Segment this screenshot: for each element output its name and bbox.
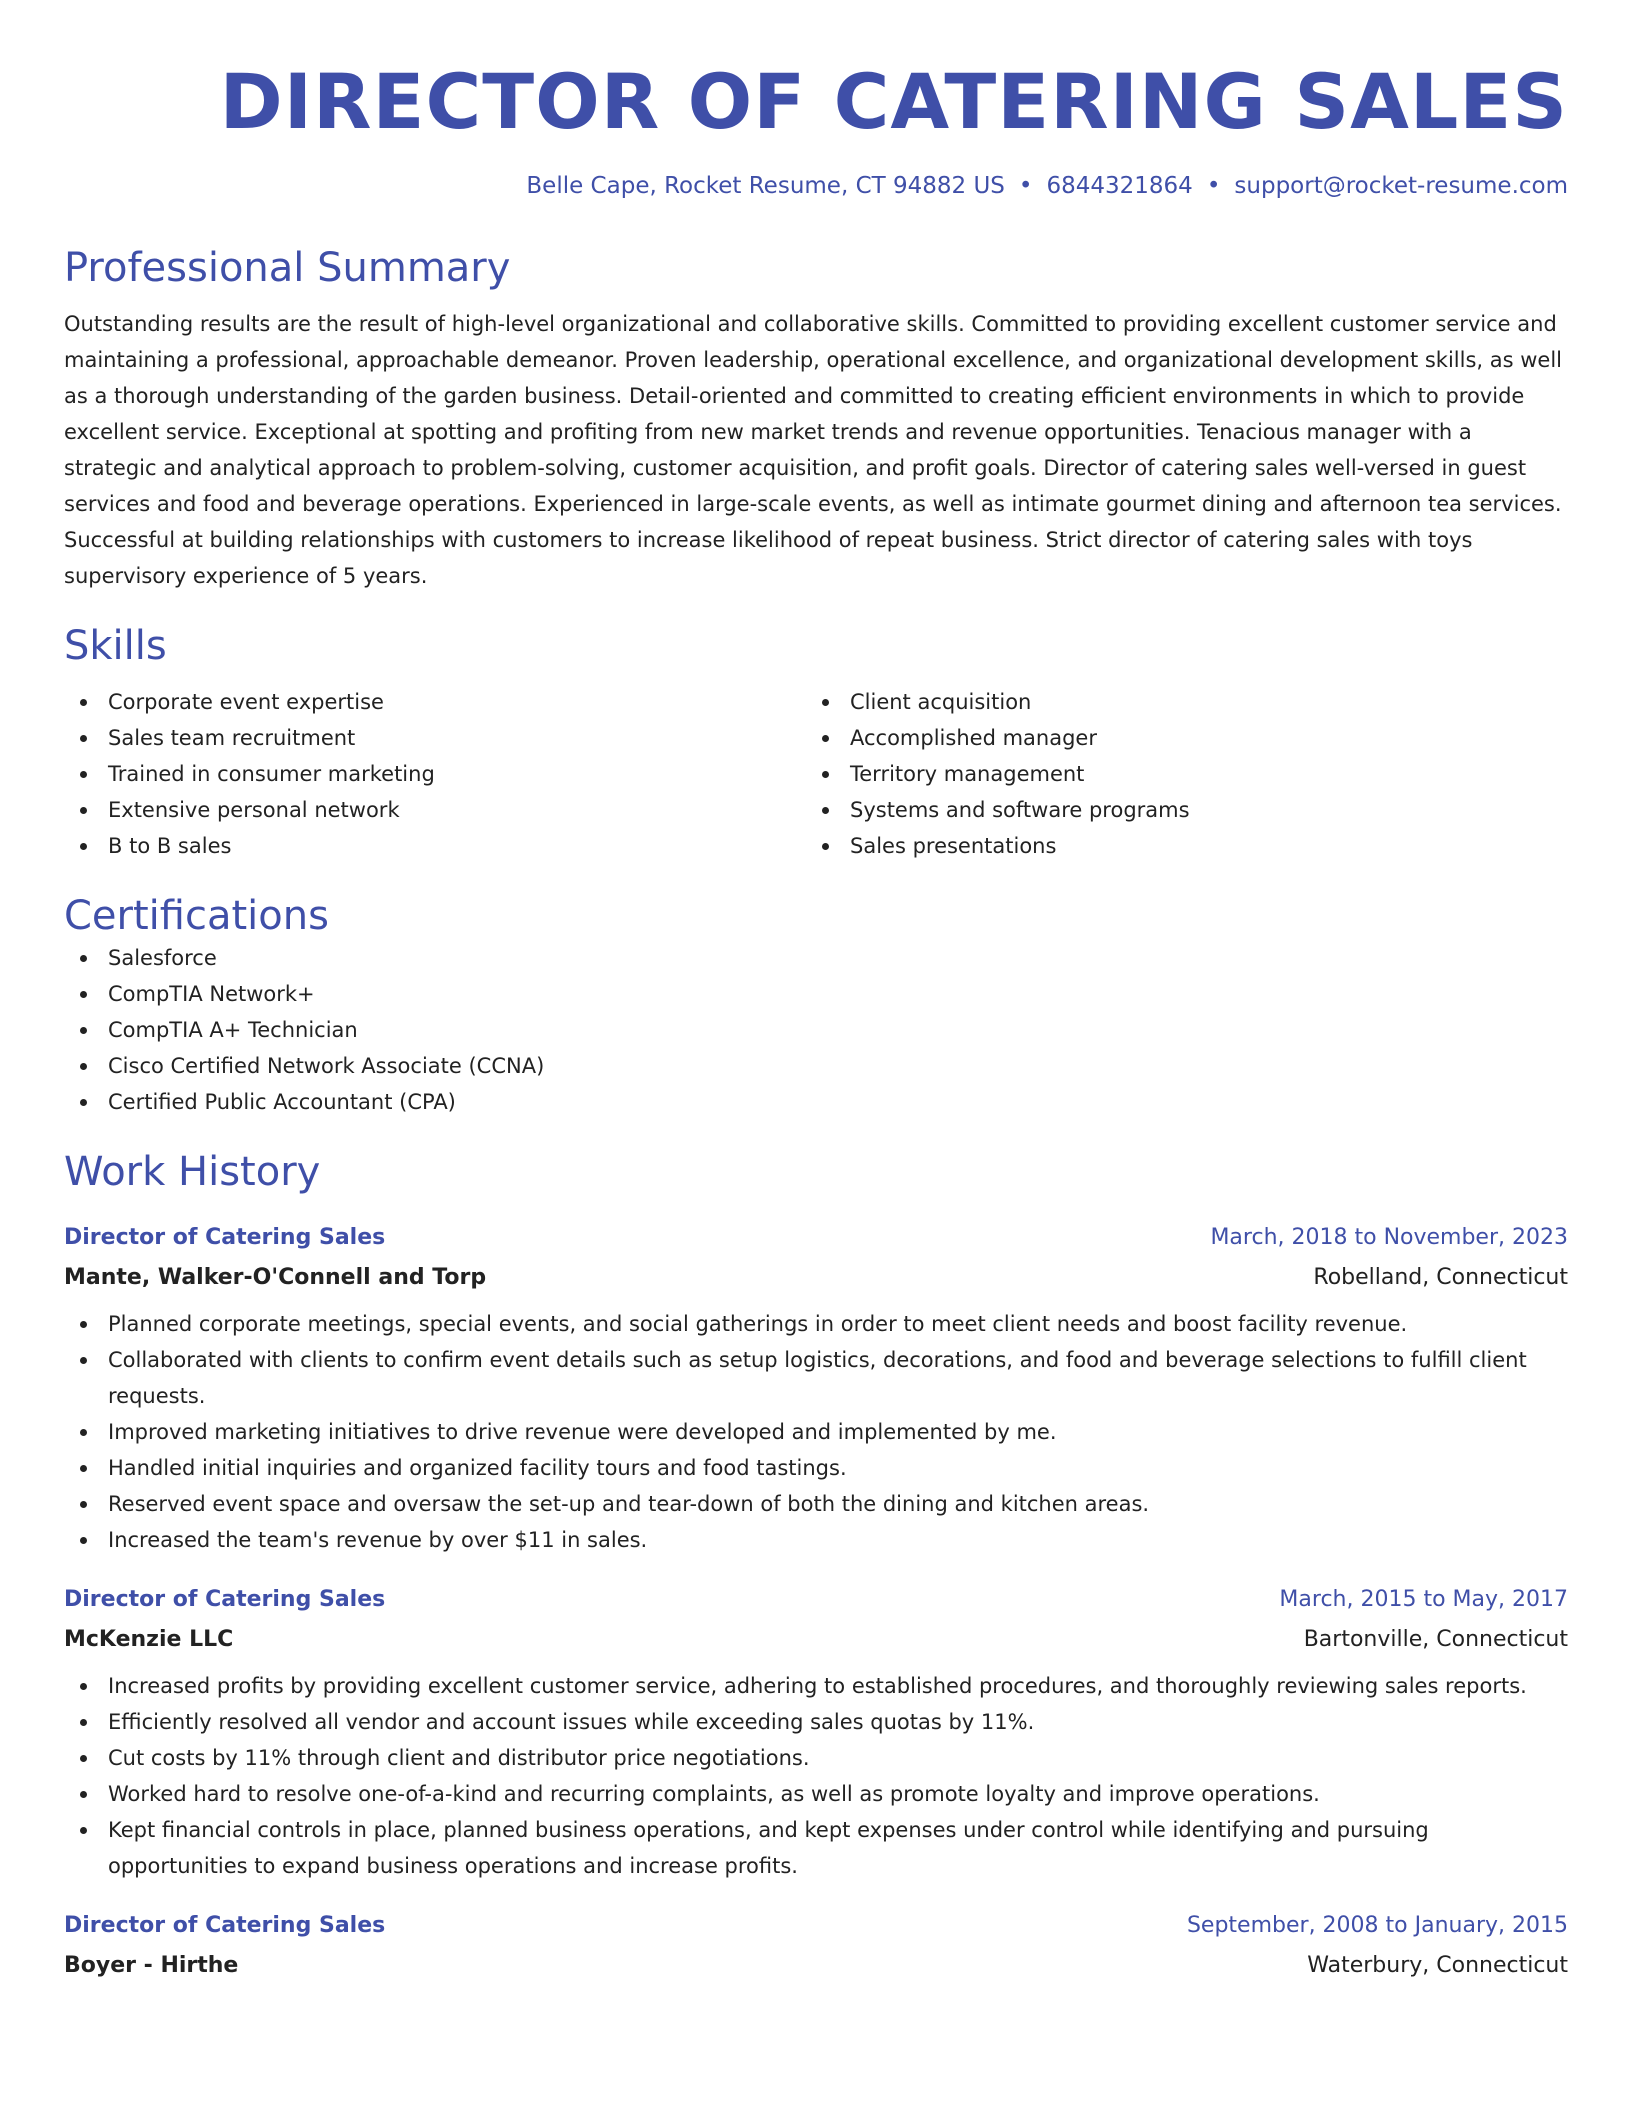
job-bullet: Handled initial inquiries and organized facility tours and food tastings. bbox=[64, 1450, 1568, 1486]
skills-list-right bbox=[806, 684, 1548, 864]
job-bullet: Planned corporate meetings, special events, and social gatherings in order to meet client needs and boost facility revenue. bbox=[64, 1306, 1568, 1342]
job-bullets bbox=[64, 1306, 1568, 1558]
skills-grid bbox=[64, 684, 1568, 864]
summary-heading: Professional Summary bbox=[64, 245, 511, 291]
job-bullet: Worked hard to resolve one-of-a-kind and recurring complaints, as well as promote loyalty and improve operations. bbox=[64, 1776, 1568, 1812]
job-bullet: Efficiently resolved all vendor and account issues while exceeding sales quotas by 11%. bbox=[64, 1704, 1568, 1740]
job-company-row bbox=[64, 1620, 1568, 1660]
skill-item: Client acquisition bbox=[806, 684, 1548, 720]
job-bullet: Increased profits by providing excellent customer service, adhering to established procedures, and thoroughly reviewing sales reports. bbox=[64, 1668, 1568, 1704]
job-bullet: Reserved event space and oversaw the set-up and tear-down of both the dining and kitchen areas. bbox=[64, 1486, 1568, 1522]
skill-item: Sales team recruitment bbox=[64, 720, 806, 756]
contact-line bbox=[64, 170, 1568, 202]
job-header-row bbox=[64, 1218, 1568, 1258]
job-company: Mante, Walker-O'Connell and Torp bbox=[64, 1265, 487, 1290]
job-header-row bbox=[64, 1580, 1568, 1620]
skill-item: Extensive personal network bbox=[64, 792, 806, 828]
job-bullet: Cut costs by 11% through client and distributor price negotiations. bbox=[64, 1740, 1568, 1776]
job-title: Director of Catering Sales bbox=[64, 1225, 386, 1250]
job-entry bbox=[64, 1906, 1568, 1986]
skill-item: Trained in consumer marketing bbox=[64, 756, 806, 792]
skills-column-left bbox=[64, 684, 806, 864]
job-title: Director of Catering Sales bbox=[64, 1587, 386, 1612]
job-dates: March, 2015 to May, 2017 bbox=[1279, 1587, 1568, 1612]
certification-item: Cisco Certified Network Associate (CCNA) bbox=[64, 1048, 1568, 1084]
contact-separator: • bbox=[1206, 173, 1221, 199]
job-bullet: Improved marketing initiatives to drive revenue were developed and implemented by me. bbox=[64, 1414, 1568, 1450]
skills-column-right bbox=[806, 684, 1548, 864]
contact-email: support@rocket-resume.com bbox=[1234, 173, 1568, 199]
certification-item: Salesforce bbox=[64, 940, 1568, 976]
job-dates: March, 2018 to November, 2023 bbox=[1210, 1225, 1568, 1250]
job-company-row bbox=[64, 1258, 1568, 1298]
job-company: Boyer - Hirthe bbox=[64, 1953, 239, 1978]
contact-address: Belle Cape, Rocket Resume, CT 94882 US bbox=[526, 173, 1005, 199]
summary-text: Outstanding results are the result of high-level organizational and collaborative skills. Committed to providing excellent customer service and maintaining a professional, approachable demeanor. Proven leadership, operational excellence, and organizational development skills, as well as a thorough understanding of the garden business. Detail-oriented and committed to creating efficient environments in which to provide excellent service. Exceptional at spotting and profiting from new market trends and revenue opportunities. Tenacious manager with a strategic and analytical approach to problem-solving, customer acquisition, and profit goals. Director of catering sales well-versed in guest services and food and beverage operations. Experienced in large-scale events, as well as intimate gourmet dining and afternoon tea services. Successful at building relationships with customers to increase likelihood of repeat business. Strict director of catering sales with toys supervisory experience of 5 years. bbox=[64, 312, 1563, 588]
contact-separator: • bbox=[1018, 173, 1033, 199]
skill-item: Corporate event expertise bbox=[64, 684, 806, 720]
job-entry bbox=[64, 1580, 1568, 1884]
skill-item: Territory management bbox=[806, 756, 1548, 792]
certification-item: Certified Public Accountant (CPA) bbox=[64, 1084, 1568, 1120]
resume-page bbox=[64, 0, 1568, 1986]
skill-item: B to B sales bbox=[64, 828, 806, 864]
job-bullet: Increased the team's revenue by over $11 in sales. bbox=[64, 1522, 1568, 1558]
certification-item: CompTIA Network+ bbox=[64, 976, 1568, 1012]
job-location: Waterbury, Connecticut bbox=[1307, 1953, 1568, 1978]
skill-item: Accomplished manager bbox=[806, 720, 1548, 756]
skills-heading: Skills bbox=[64, 623, 167, 669]
job-company: McKenzie LLC bbox=[64, 1627, 234, 1652]
certifications-heading: Certifications bbox=[64, 893, 329, 939]
certification-item: CompTIA A+ Technician bbox=[64, 1012, 1568, 1048]
skills-list-left bbox=[64, 684, 806, 864]
job-location: Bartonville, Connecticut bbox=[1303, 1627, 1568, 1652]
job-title: Director of Catering Sales bbox=[64, 1913, 386, 1938]
job-entry bbox=[64, 1218, 1568, 1558]
contact-phone: 6844321864 bbox=[1046, 173, 1193, 199]
job-bullet: Collaborated with clients to confirm event details such as setup logistics, decorations, and food and beverage selections to fulfill client requests. bbox=[64, 1342, 1568, 1414]
skill-item: Sales presentations bbox=[806, 828, 1548, 864]
job-bullets bbox=[64, 1668, 1568, 1884]
certifications-list bbox=[64, 940, 1568, 1120]
work-history-heading: Work History bbox=[64, 1149, 321, 1195]
job-location: Robelland, Connecticut bbox=[1313, 1265, 1568, 1290]
job-dates: September, 2008 to January, 2015 bbox=[1186, 1913, 1568, 1938]
job-header-row bbox=[64, 1906, 1568, 1946]
job-company-row bbox=[64, 1946, 1568, 1986]
skill-item: Systems and software programs bbox=[806, 792, 1548, 828]
resume-title: DIRECTOR OF CATERING SALES bbox=[219, 57, 1568, 146]
job-bullet: Kept financial controls in place, planned business operations, and kept expenses under control while identifying and pursuing opportunities to expand business operations and increase profits. bbox=[64, 1812, 1568, 1884]
